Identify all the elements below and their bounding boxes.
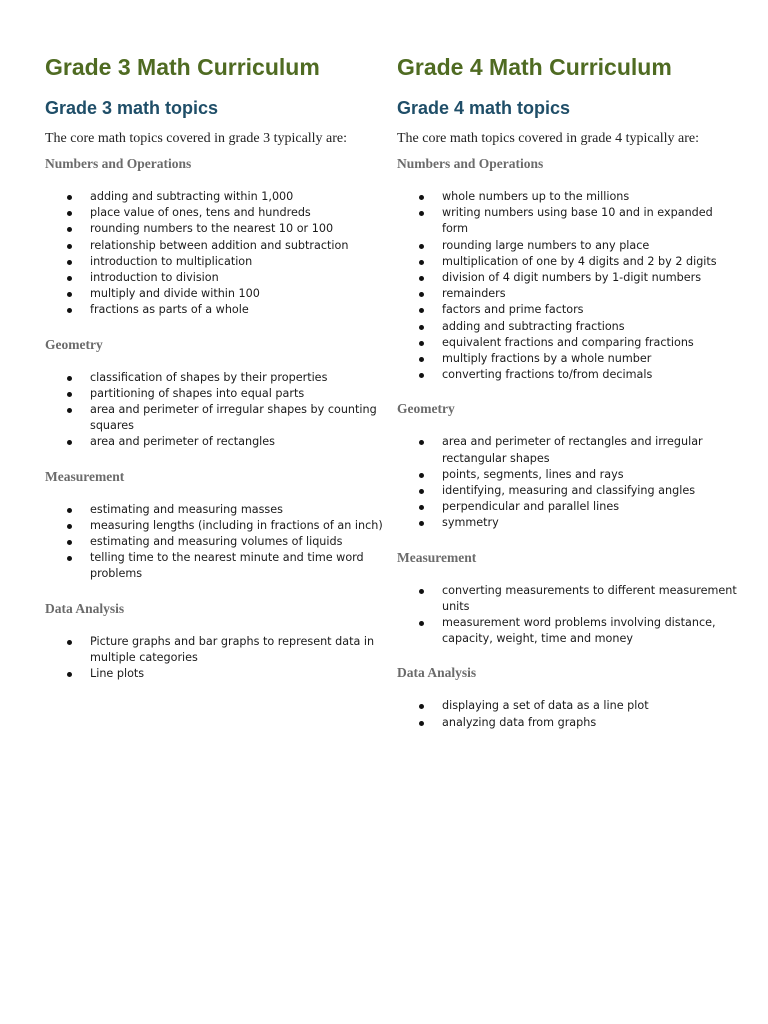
list-item-text: area and perimeter of irregular shapes by counting squares — [90, 403, 377, 433]
list-item-text: place value of ones, tens and hundreds — [90, 206, 311, 220]
list-item-text: whole numbers up to the millions — [442, 190, 630, 203]
bullet-icon — [67, 440, 72, 445]
list-item — [45, 238, 385, 254]
list-item — [397, 615, 742, 647]
list-item — [45, 502, 385, 518]
bullet-icon — [419, 721, 424, 726]
list-item — [397, 254, 742, 270]
bullet-icon — [67, 292, 72, 297]
grade-4-intro: The core math topics covered in grade 4 typically are: — [397, 131, 700, 146]
bullet-icon — [419, 473, 424, 478]
section-heading: Data Analysis — [45, 600, 125, 616]
list-item-text: equivalent fractions and comparing fractions — [442, 335, 694, 349]
grade-3-section-numbers — [45, 155, 385, 319]
list-item-text: converting measurements to different measurement units — [442, 583, 737, 613]
list-item-text: relationship between addition and subtraction — [90, 238, 349, 252]
list-item — [45, 254, 385, 270]
list-item — [45, 518, 385, 534]
list-item-text: estimating and measuring masses — [90, 502, 283, 516]
list-item-text: adding and subtracting within 1,000 — [90, 190, 294, 203]
bullet-icon — [67, 376, 72, 381]
list-item-text: points, segments, lines and rays — [442, 467, 624, 481]
list-item — [45, 302, 385, 318]
list-item — [397, 467, 742, 483]
section-heading: Numbers and Operations — [397, 156, 544, 171]
grade-3-section-geometry — [45, 336, 385, 451]
list-item-text: telling time to the nearest minute and time word problems — [90, 551, 364, 581]
list-item — [45, 370, 385, 386]
list-item — [45, 286, 385, 302]
bullet-icon — [419, 211, 424, 216]
list-item — [397, 715, 742, 731]
list-item-text: measuring lengths (including in fractions of an inch) — [90, 518, 383, 532]
topic-list — [397, 434, 742, 531]
list-item — [45, 205, 385, 221]
list-item-text: identifying, measuring and classifying angles — [442, 484, 696, 498]
list-item-text: area and perimeter of rectangles — [90, 435, 275, 449]
list-item-text: remainders — [442, 287, 506, 301]
list-item — [397, 286, 742, 302]
bullet-icon — [67, 276, 72, 281]
list-item — [397, 483, 742, 499]
list-item-text: adding and subtracting fractions — [442, 319, 625, 333]
list-item — [397, 319, 742, 335]
list-item-text: Picture graphs and bar graphs to represent data in multiple categories — [90, 634, 375, 664]
grade-4-subtitle: Grade 4 math topics — [397, 98, 571, 118]
section-heading: Numbers and Operations — [45, 156, 192, 171]
bullet-icon — [67, 556, 72, 561]
list-item-text: classification of shapes by their properties — [90, 370, 328, 384]
bullet-icon — [419, 521, 424, 526]
bullet-icon — [419, 292, 424, 297]
list-item-text: introduction to division — [90, 271, 219, 285]
list-item-text: displaying a set of data as a line plot — [442, 699, 649, 713]
list-item — [45, 270, 385, 286]
bullet-icon — [419, 325, 424, 330]
grade-4-section-numbers — [397, 155, 742, 383]
list-item-text: estimating and measuring volumes of liquids — [90, 535, 343, 549]
bullet-icon — [419, 373, 424, 378]
list-item-text: symmetry — [442, 516, 499, 530]
list-item — [397, 698, 742, 714]
bullet-icon — [67, 540, 72, 545]
list-item — [45, 666, 385, 682]
topic-list — [45, 189, 385, 319]
list-item-text: rounding numbers to the nearest 10 or 100 — [90, 222, 334, 236]
grade-4-section-geometry — [397, 400, 742, 531]
list-item-text: multiply fractions by a whole number — [442, 352, 652, 366]
list-item-text: area and perimeter of rectangles and irregular rectangular shapes — [442, 435, 703, 465]
list-item — [45, 189, 385, 205]
grade-3-intro: The core math topics covered in grade 3 typically are: — [45, 131, 348, 146]
bullet-icon — [419, 341, 424, 346]
bullet-icon — [419, 357, 424, 362]
bullet-icon — [67, 244, 72, 249]
bullet-icon — [419, 704, 424, 709]
topic-list — [45, 370, 385, 451]
list-item — [397, 335, 742, 351]
list-item-text: writing numbers using base 10 and in expanded form — [442, 206, 713, 236]
list-item — [397, 367, 742, 383]
section-heading: Data Analysis — [397, 665, 477, 681]
topic-list — [397, 583, 742, 648]
topic-list — [397, 189, 742, 383]
list-item-text: multiply and divide within 100 — [90, 287, 260, 301]
list-item — [397, 515, 742, 531]
bullet-icon — [419, 195, 424, 200]
list-item-text: converting fractions to/from decimals — [442, 368, 653, 382]
grade-4-column — [397, 52, 742, 748]
list-item — [45, 434, 385, 450]
bullet-icon — [67, 640, 72, 645]
section-heading: Measurement — [45, 468, 125, 484]
topic-list — [397, 698, 742, 730]
list-item — [45, 534, 385, 550]
list-item — [397, 302, 742, 318]
grade-4-section-measurement — [397, 549, 742, 648]
list-item — [397, 434, 742, 466]
list-item — [397, 351, 742, 367]
list-item-text: division of 4 digit numbers by 1-digit numbers — [442, 271, 702, 285]
list-item-text: rounding large numbers to any place — [442, 238, 650, 252]
grade-3-column — [45, 52, 385, 699]
list-item — [397, 583, 742, 615]
bullet-icon — [419, 244, 424, 249]
grade-3-subtitle: Grade 3 math topics — [45, 98, 219, 118]
bullet-icon — [419, 308, 424, 313]
list-item — [397, 189, 742, 205]
bullet-icon — [419, 621, 424, 626]
bullet-icon — [67, 392, 72, 397]
list-item-text: perpendicular and parallel lines — [442, 500, 620, 514]
grade-3-title: Grade 3 Math Curriculum — [45, 54, 320, 80]
bullet-icon — [67, 524, 72, 529]
bullet-icon — [67, 211, 72, 216]
bullet-icon — [419, 589, 424, 594]
list-item — [45, 634, 385, 666]
grade-4-section-data-analysis — [397, 664, 742, 730]
list-item-text: fractions as parts of a whole — [90, 303, 249, 317]
bullet-icon — [67, 195, 72, 200]
grade-3-section-data-analysis — [45, 600, 385, 683]
list-item-text: multiplication of one by 4 digits and 2 by 2 digits — [442, 254, 717, 268]
topic-list — [45, 634, 385, 683]
bullet-icon — [419, 505, 424, 510]
bullet-icon — [419, 489, 424, 494]
list-item — [397, 205, 742, 237]
bullet-icon — [67, 408, 72, 413]
list-item — [397, 270, 742, 286]
bullet-icon — [67, 508, 72, 513]
list-item — [45, 550, 385, 582]
list-item-text: introduction to multiplication — [90, 254, 253, 268]
bullet-icon — [419, 440, 424, 445]
grade-4-title: Grade 4 Math Curriculum — [397, 54, 672, 80]
bullet-icon — [67, 672, 72, 677]
topic-list — [45, 502, 385, 583]
list-item-text: factors and prime factors — [442, 303, 584, 317]
bullet-icon — [67, 227, 72, 232]
list-item — [45, 221, 385, 237]
grade-3-section-measurement — [45, 468, 385, 583]
section-heading: Geometry — [397, 401, 455, 417]
bullet-icon — [67, 260, 72, 265]
list-item — [45, 402, 385, 434]
list-item — [397, 238, 742, 254]
list-item-text: Line plots — [90, 667, 145, 681]
list-item — [45, 386, 385, 402]
list-item-text: measurement word problems involving distance, capacity, weight, time and money — [442, 616, 716, 646]
section-heading: Measurement — [397, 549, 477, 565]
list-item — [397, 499, 742, 515]
list-item-text: analyzing data from graphs — [442, 715, 597, 729]
section-heading: Geometry — [45, 336, 103, 352]
bullet-icon — [419, 260, 424, 265]
bullet-icon — [419, 276, 424, 281]
list-item-text: partitioning of shapes into equal parts — [90, 386, 305, 400]
bullet-icon — [67, 308, 72, 313]
